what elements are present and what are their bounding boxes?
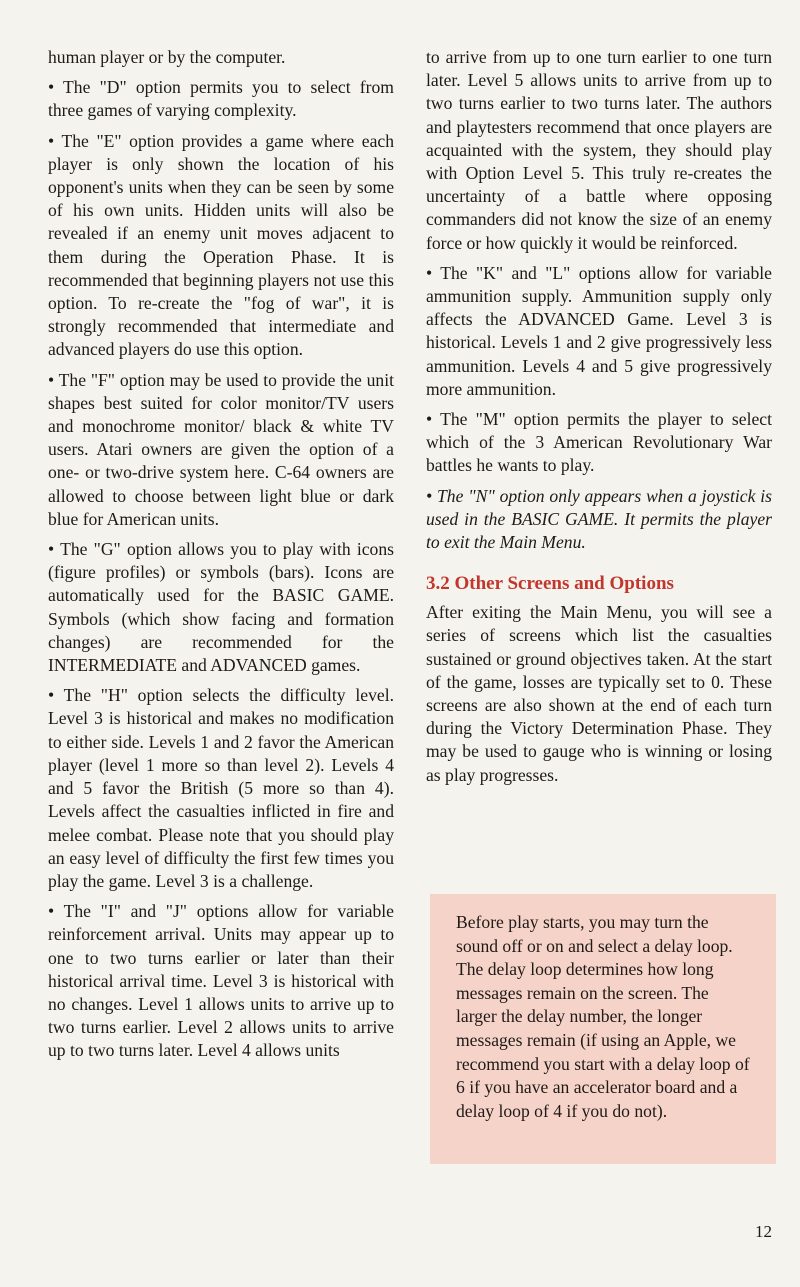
option-g-paragraph: • The "G" option allows you to play with icons (figure profiles) or symbols (bars). Icons are automatically used for the BASIC GAME. Symbols (which show facing and formation changes) are recommended for the INTERMEDIATE and ADVANCED games.: [48, 539, 394, 676]
left-column: [48, 46, 394, 1070]
option-e-paragraph: • The "E" option provides a game where each player is only shown the location of his opponent's units when they can be seen by some of his own units. Hidden units will also be revealed if an enemy unit moves adjacent to them during the Operation Phase. It is recommended that beginning players not use this option. To re-create the "fog of war", it is strongly recommended that intermediate and advanced players do use this option.: [48, 130, 394, 360]
paragraph-continued: human player or by the computer.: [48, 47, 286, 67]
option-f-paragraph: • The "F" option may be used to provide the unit shapes best suited for color monitor/TV users and monochrome monitor/ black & white TV users. Atari owners are given the option of a one- or two-drive system here. C-64 owners are allowed to choose between light blue or dark blue for American units.: [48, 369, 394, 529]
option-k-l-paragraph: • The "K" and "L" options allow for variable ammunition supply. Ammunition supply only affects the ADVANCED Game. Level 3 is historical. Levels 1 and 2 give progressively less ammunition. Levels 4 and 5 give progressively more ammunition.: [426, 262, 772, 399]
sidebar-text: Before play starts, you may turn the sound off or on and select a delay loop. The delay loop determines how long messages remain on the screen. The larger the delay number, the longer messages remain (if using an Apple, we recommend you start with a delay loop of 6 if you have an accelerator board and a delay loop of 4 if you do not).: [456, 912, 750, 1121]
section-body: After exiting the Main Menu, you will see a series of screens which list the casualties sustained or ground objectives taken. At the start of the game, losses are typically set to 0. These screens are also shown at the end of each turn during the Victory Determination Phase. They may be used to gauge who is winning or losing as play progresses.: [426, 602, 772, 785]
option-i-j-continued: to arrive from up to one turn earlier to one turn later. Level 5 allows units to arrive from up to two turns earlier to two turns later. The authors and playtesters recommend that once players are acquainted with the system, they should play with Option Level 5. This truly re-creates the uncertainty of a battle where opposing commanders did not know the size of an enemy force or how quickly it would be reinforced.: [426, 47, 772, 253]
option-m-paragraph: • The "M" option permits the player to select which of the 3 American Revolutionary War battles he wants to play.: [426, 409, 772, 476]
sidebar-box: [430, 894, 776, 1164]
option-i-j-paragraph: • The "I" and "J" options allow for variable reinforcement arrival. Units may appear up to one to two turns earlier or later than their historical arrival time. Level 3 is historical with no changes. Level 1 allows units to arrive up to two turns earlier. Level 2 allows units to arrive up to two turns later. Level 4 allows units: [48, 901, 394, 1061]
option-h-paragraph: • The "H" option selects the difficulty level. Level 3 is historical and makes no modification to either side. Levels 1 and 2 favor the American player (level 1 more so than level 2). Levels 4 and 5 favor the British (5 more so than 4). Levels affect the casualties inflicted in fire and melee combat. Please note that you should play an easy level of difficulty the first few times you play the game. Level 3 is a challenge.: [48, 685, 394, 891]
section-heading: 3.2 Other Screens and Options: [426, 573, 674, 595]
page-number: 12: [755, 1222, 772, 1241]
option-d-paragraph: • The "D" option permits you to select from three games of varying complexity.: [48, 77, 394, 121]
option-n-note: • The "N" option only appears when a joystick is used in the BASIC GAME. It permits the player to exit the Main Menu.: [426, 485, 772, 553]
right-column: [426, 46, 772, 794]
